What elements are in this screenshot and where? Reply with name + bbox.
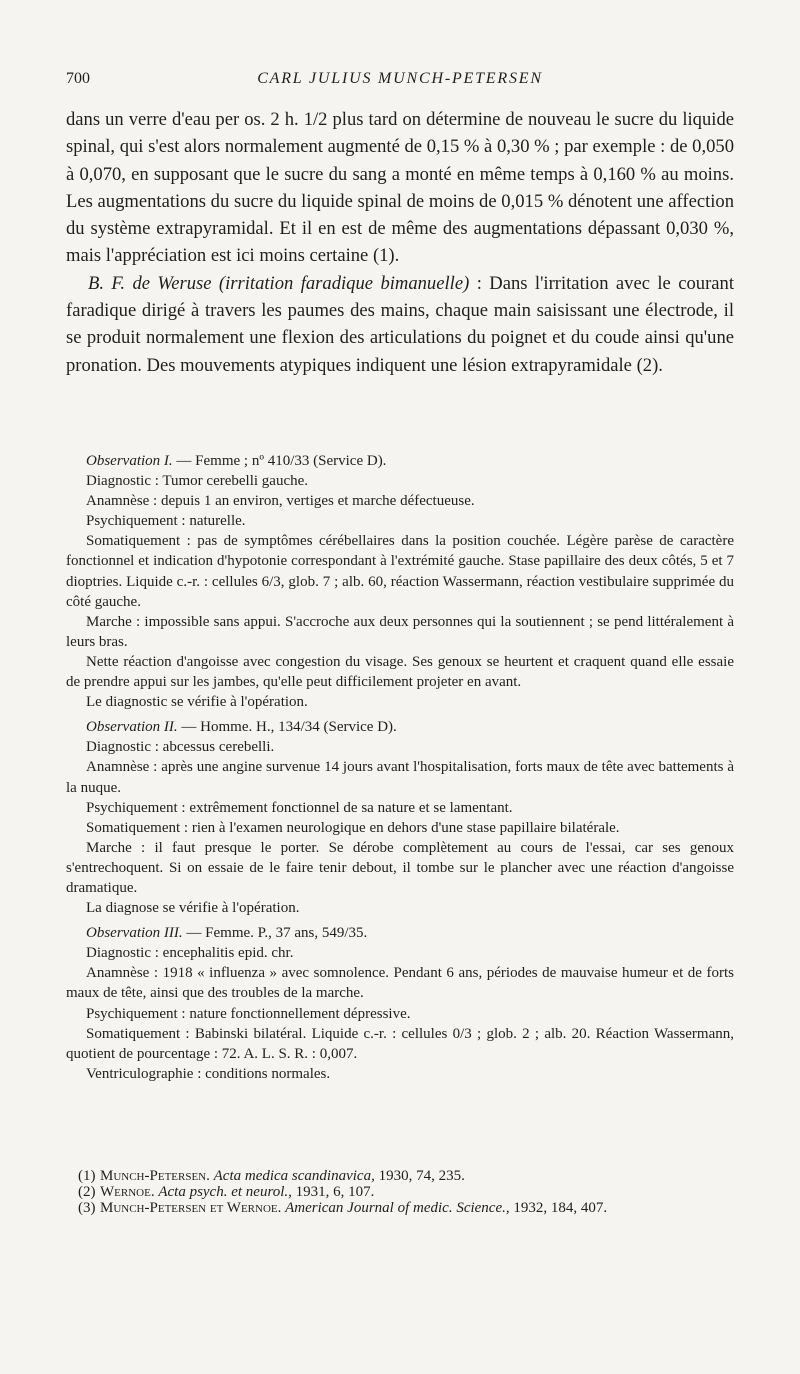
page-number: 700: [66, 70, 90, 87]
observation-line: Somatiquement : Babinski bilatéral. Liquide c.-r. : cellules 0/3 ; glob. 2 ; alb. 20. Réaction Wassermann, quotient de pourcentage : 72. A. L. S. R. : 0,007.: [66, 1025, 734, 1062]
observation-title: Observation II.: [86, 719, 178, 736]
observation-subtitle: — Femme. P., 37 ans, 549/35.: [182, 925, 368, 942]
observation-line: Anamnèse : depuis 1 an environ, vertiges et marche défectueuse.: [86, 493, 475, 510]
footnote-number: (2): [78, 1184, 96, 1200]
footnote-number: (3): [78, 1200, 96, 1216]
footnote-ref: 1931, 6, 107.: [291, 1184, 375, 1200]
footnote-3: [66, 1200, 734, 1216]
observation-line: Diagnostic : Tumor cerebelli gauche.: [86, 473, 309, 490]
observation-2: [66, 717, 734, 918]
observation-title: Observation III.: [86, 925, 183, 942]
observation-subtitle: — Homme. H., 134/34 (Service D).: [177, 719, 397, 736]
observation-line: Psychiquement : naturelle.: [86, 513, 246, 530]
footnote-1: [66, 1168, 734, 1184]
footnote-ref: 1930, 74, 235.: [374, 1168, 465, 1184]
main-text: [66, 106, 734, 379]
footnote-2: [66, 1184, 734, 1200]
footnote-number: (1): [78, 1168, 96, 1184]
footnote-author: Wernoe.: [100, 1184, 155, 1200]
footnote-title: American Journal of medic. Science.,: [285, 1200, 510, 1216]
footnote-author: Munch-Petersen.: [100, 1168, 210, 1184]
observation-1: [66, 451, 734, 712]
main-paragraph-2: [66, 270, 734, 379]
observation-line: Diagnostic : encephalitis epid. chr.: [86, 945, 294, 962]
footnote-author: Munch-Petersen et Wernoe.: [100, 1200, 282, 1216]
footnote-title: Acta medica scandinavica,: [213, 1168, 375, 1184]
footnote-title: Acta psych. et neurol.,: [158, 1184, 292, 1200]
observation-line: Anamnèse : après une angine survenue 14 jours avant l'hospitalisation, forts maux de tête avec battements à la nuque.: [66, 759, 734, 796]
observation-line: Marche : il faut presque le porter. Se dérobe complètement au cours de l'essai, car ses genoux s'entrechoquent. Si on essaie de le faire tenir debout, il tombe sur le plancher avec une réaction d'angoisse dramatique.: [66, 839, 734, 896]
observation-title: Observation I.: [86, 453, 173, 469]
observation-line: Psychiquement : extrêmement fonctionnel de sa nature et se lamentant.: [86, 799, 513, 816]
observation-line: Diagnostic : abcessus cerebelli.: [86, 739, 275, 756]
observation-line: Psychiquement : nature fonctionnellement dépressive.: [86, 1005, 411, 1022]
observation-line: Le diagnostic se vérifie à l'opération.: [86, 694, 308, 711]
observation-line: La diagnose se vérifie à l'opération.: [86, 900, 300, 917]
observation-line: Anamnèse : 1918 « influenza » avec somnolence. Pendant 6 ans, périodes de mauvaise humeur et de forts maux de tête, ainsi que des troubles de la marche.: [66, 965, 734, 1002]
observation-line: Ventriculographie : conditions normales.: [86, 1065, 331, 1082]
observations: [66, 451, 734, 1084]
observation-line: Nette réaction d'angoisse avec congestion du visage. Ses genoux se heurtent et craquent quand elle essaie de prendre appui sur les jambes, qu'elle peut difficilement projeter en avant.: [66, 653, 734, 691]
observation-line: Somatiquement : pas de symptômes cérébellaires dans la position couchée. Légère parèse de caractère fonctionnel et indication d'hypotonie correspondant à l'extrémité gauche. Stase papillaire des deux côtés, 5 et 7 dioptries. Liquide c.-r. : cellules 6/3, glob. 7 ; alb. 60, réaction Wassermann, réaction vestibulaire supprimée du côté gauche.: [66, 533, 734, 610]
main-paragraph-1: dans un verre d'eau per os. 2 h. 1/2 plus tard on détermine de nouveau le sucre du liquide spinal, qui s'est alors normalement augmenté de 0,15 % à 0,30 % ; par exemple : de 0,050 à 0,070, en supposant que le sucre du sang a monté en même temps à 0,160 % au moins. Les augmentations du sucre du liquide spinal de moins de 0,015 % dénotent une affection du système extrapyramidal. Et il en est de même des augmentations dépassant 0,030 %, mais l'appréciation est ici moins certaine (1).: [66, 109, 734, 267]
observation-line: Somatiquement : rien à l'examen neurologique en dehors d'une stase papillaire bilatérale.: [86, 819, 620, 836]
footnote-ref: 1932, 184, 407.: [509, 1200, 608, 1216]
method-description: : Dans l'irritation avec le courant faradique dirigé à travers les paumes des mains, chaque main saisissant une électrode, il se produit normalement une flexion des articulations du poignet et du coude ainsi qu'une pronation. Des mouvements atypiques indiquent une lésion extrapyramidale (2).: [66, 272, 734, 376]
observation-heading: [66, 923, 734, 943]
observation-heading: [66, 717, 734, 737]
page-header: [66, 70, 734, 94]
footnotes: [66, 1168, 734, 1216]
observation-heading: [66, 451, 734, 471]
method-heading: B. F. de Weruse (irritation faradique bimanuelle): [88, 272, 470, 294]
observation-line: Marche : impossible sans appui. S'accroche aux deux personnes qui la soutiennent ; se pend littéralement à leurs bras.: [66, 613, 734, 650]
observation-subtitle: — Femme ; nº 410/33 (Service D).: [172, 453, 387, 469]
running-title: CARL JULIUS MUNCH-PETERSEN: [257, 70, 543, 87]
observation-3: [66, 923, 734, 1084]
